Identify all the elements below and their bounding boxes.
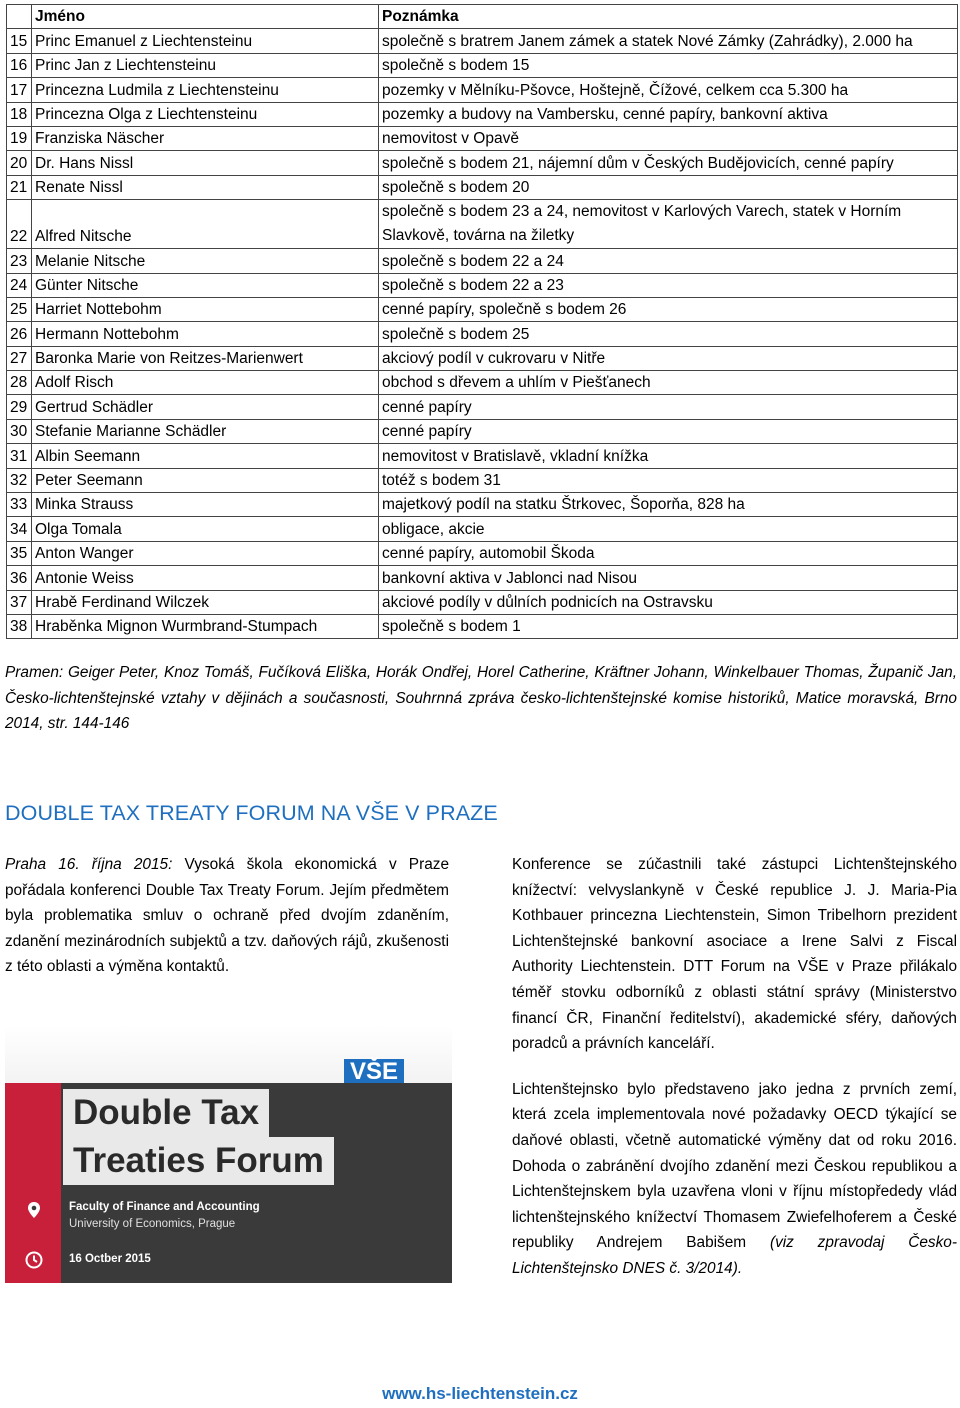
row-note: cenné papíry, společně s bodem 26 [379, 297, 958, 321]
row-note: cenné papíry [379, 395, 958, 419]
header-name: Jméno [32, 5, 379, 29]
table-row [7, 53, 958, 77]
row-name: Günter Nitsche [32, 273, 379, 297]
row-name: Albin Seemann [32, 444, 379, 468]
row-number: 19 [7, 126, 32, 150]
forum-poster-image [5, 1025, 452, 1283]
row-number: 37 [7, 590, 32, 614]
row-number: 15 [7, 29, 32, 53]
row-name: Baronka Marie von Reitzes-Marienwert [32, 346, 379, 370]
article-paragraph-2-ref: (viz zpravodaj Česko-Lichtenštejnsko DNES č. 3/2014). [512, 1234, 957, 1277]
row-name: Olga Tomala [32, 517, 379, 541]
row-number: 33 [7, 493, 32, 517]
row-number: 27 [7, 346, 32, 370]
article-paragraph-2-body: Lichtenštejnsko bylo představeno jako jedna z prvních zemí, která zcela implementovala nové požadavky OECD týkající se daňové oblasti, včetně automatické výměny dat od roku 2016. Dohoda o zabránění dvojího zdanění mezi Českou republikou a Lichtenštejnskem byla uzavřena vloni v říjnu místopřededy vlád lichtenštejnského knížectví Thomasem Zwiefelhoferem a České republiky Andrejem Babišem [512, 1080, 957, 1252]
row-number: 20 [7, 151, 32, 175]
row-number: 31 [7, 444, 32, 468]
row-number: 23 [7, 249, 32, 273]
row-note: nemovitost v Bratislavě, vkladní knížka [379, 444, 958, 468]
row-note: společně s bodem 25 [379, 322, 958, 346]
row-number: 24 [7, 273, 32, 297]
row-number: 26 [7, 322, 32, 346]
row-note: nemovitost v Opavě [379, 126, 958, 150]
row-number: 35 [7, 541, 32, 565]
row-number: 30 [7, 419, 32, 443]
table-header-row [7, 5, 958, 29]
footer-website-link[interactable]: www.hs-liechtenstein.cz [382, 1384, 578, 1403]
owners-table [6, 4, 958, 639]
article-left-column [5, 852, 449, 980]
poster-date: 16 Octber 2015 [69, 1253, 151, 1265]
row-name: Melanie Nitsche [32, 249, 379, 273]
header-note: Poznámka [379, 5, 958, 29]
article-lead-body: Vysoká škola ekonomická v Praze pořádala konferenci Double Tax Treaty Forum. Jejím předmětem byla problematika smluv o ochraně před dvojím zdaněním, zdanění mezinárodních subjektů a tzv. daňových rájů, zkušenosti z této oblasti a výměna kontaktů. [5, 856, 450, 976]
row-name: Hraběnka Mignon Wurmbrand-Stumpach [32, 614, 379, 638]
header-num [7, 5, 32, 29]
source-citation: Pramen: Geiger Peter, Knoz Tomáš, Fučíková Eliška, Horák Ondřej, Horel Catherine, Kräftner Johann, Winkelbauer Thomas, Županič Jan, Česko-lichtenštejnské vztahy v dějinách a současnosti, Souhrnná zpráva česko-lichtenštejnské komise historiků, Matice moravská, Brno 2014, str. 144-146 [5, 664, 957, 732]
vse-logo-icon [344, 1039, 404, 1083]
poster-title-line2: Treaties Forum [63, 1137, 334, 1185]
row-name: Hrabě Ferdinand Wilczek [32, 590, 379, 614]
table-row [7, 468, 958, 492]
row-note: společně s bodem 20 [379, 175, 958, 199]
table-row [7, 444, 958, 468]
article-heading: DOUBLE TAX TREATY FORUM NA VŠE V PRAZE [5, 801, 498, 825]
table-row [7, 566, 958, 590]
row-name: Dr. Hans Nissl [32, 151, 379, 175]
row-note: společně s bodem 1 [379, 614, 958, 638]
table-row [7, 322, 958, 346]
row-number: 18 [7, 102, 32, 126]
row-note: společně s bodem 22 a 24 [379, 249, 958, 273]
clock-icon [25, 1251, 43, 1269]
vse-logo-text: VŠE [349, 1058, 399, 1083]
table-row [7, 200, 958, 249]
poster-location-line1: Faculty of Finance and Accounting [69, 1201, 260, 1213]
table-row [7, 541, 958, 565]
row-name: Minka Strauss [32, 493, 379, 517]
article-paragraph-1: Konference se zúčastnili také zástupci Lichtenštejnského knížectví: velvyslankyně v České republice J. J. Maria-Pia Kothbauer princezna Liechtenstein, Simon Tribelhorn prezident Lichtenštejnské bankovní asociace a Irene Salvi z Fiscal Authority Liechtenstein. DTT Forum na VŠE v Praze přilákalo téměř stovku odborníků z oblasti státní správy (Ministerstvo financí ČR, Finanční ředitelství), akademické sféry, daňových poradců a právních kanceláří. [512, 856, 957, 1053]
table-row [7, 371, 958, 395]
row-number: 32 [7, 468, 32, 492]
row-number: 34 [7, 517, 32, 541]
table-row [7, 175, 958, 199]
row-note: akciové podíly v důlních podnicích na Ostravsku [379, 590, 958, 614]
row-note: obchod s dřevem a uhlím v Piešťanech [379, 371, 958, 395]
row-note: společně s bratrem Janem zámek a statek Nové Zámky (Zahrádky), 2.000 ha [379, 29, 958, 53]
row-note: akciový podíl v cukrovaru v Nitře [379, 346, 958, 370]
row-note: totéž s bodem 31 [379, 468, 958, 492]
table-row [7, 151, 958, 175]
location-pin-icon [25, 1201, 43, 1219]
table-row [7, 297, 958, 321]
row-number: 17 [7, 78, 32, 102]
row-number: 38 [7, 614, 32, 638]
row-name: Adolf Risch [32, 371, 379, 395]
table-row [7, 249, 958, 273]
row-number: 29 [7, 395, 32, 419]
row-name: Princezna Ludmila z Liechtensteinu [32, 78, 379, 102]
article-right-column [512, 852, 957, 1282]
row-note: společně s bodem 23 a 24, nemovitost v Karlových Varech, statek v Horním Slavkově, továrna na žiletky [379, 200, 958, 249]
poster-title-line1: Double Tax [63, 1089, 269, 1137]
row-name: Franziska Näscher [32, 126, 379, 150]
row-name: Harriet Nottebohm [32, 297, 379, 321]
row-note: pozemky a budovy na Vambersku, cenné papíry, bankovní aktiva [379, 102, 958, 126]
row-number: 21 [7, 175, 32, 199]
article-paragraph-2 [512, 1077, 957, 1282]
row-name: Princ Jan z Liechtensteinu [32, 53, 379, 77]
article-lead [5, 852, 449, 980]
table-row [7, 126, 958, 150]
row-name: Princezna Olga z Liechtensteinu [32, 102, 379, 126]
table-row [7, 102, 958, 126]
row-name: Anton Wanger [32, 541, 379, 565]
row-note: společně s bodem 15 [379, 53, 958, 77]
article-dateline: Praha 16. října 2015: [5, 856, 173, 873]
table-row [7, 273, 958, 297]
table-row [7, 395, 958, 419]
row-number: 25 [7, 297, 32, 321]
row-number: 28 [7, 371, 32, 395]
row-note: cenné papíry, automobil Škoda [379, 541, 958, 565]
row-note: společně s bodem 22 a 23 [379, 273, 958, 297]
row-name: Stefanie Marianne Schädler [32, 419, 379, 443]
row-note: majetkový podíl na statku Štrkovec, Šoporňa, 828 ha [379, 493, 958, 517]
row-note: bankovní aktiva v Jablonci nad Nisou [379, 566, 958, 590]
row-note: pozemky v Mělníku-Pšovce, Hoštejně, Čížové, celkem cca 5.300 ha [379, 78, 958, 102]
table-row [7, 614, 958, 638]
table-row [7, 29, 958, 53]
table-row [7, 517, 958, 541]
row-name: Hermann Nottebohm [32, 322, 379, 346]
row-note: obligace, akcie [379, 517, 958, 541]
table-body [7, 29, 958, 639]
row-name: Renate Nissl [32, 175, 379, 199]
row-note: společně s bodem 21, nájemní dům v Českých Budějovicích, cenné papíry [379, 151, 958, 175]
table-row [7, 346, 958, 370]
table-row [7, 590, 958, 614]
row-number: 22 [7, 200, 32, 249]
table-row [7, 78, 958, 102]
row-name: Gertrud Schädler [32, 395, 379, 419]
poster-location-line2: University of Economics, Prague [69, 1218, 236, 1230]
row-name: Alfred Nitsche [32, 200, 379, 249]
row-number: 36 [7, 566, 32, 590]
table-row [7, 493, 958, 517]
row-name: Princ Emanuel z Liechtensteinu [32, 29, 379, 53]
row-number: 16 [7, 53, 32, 77]
table-row [7, 419, 958, 443]
row-name: Antonie Weiss [32, 566, 379, 590]
row-name: Peter Seemann [32, 468, 379, 492]
row-note: cenné papíry [379, 419, 958, 443]
